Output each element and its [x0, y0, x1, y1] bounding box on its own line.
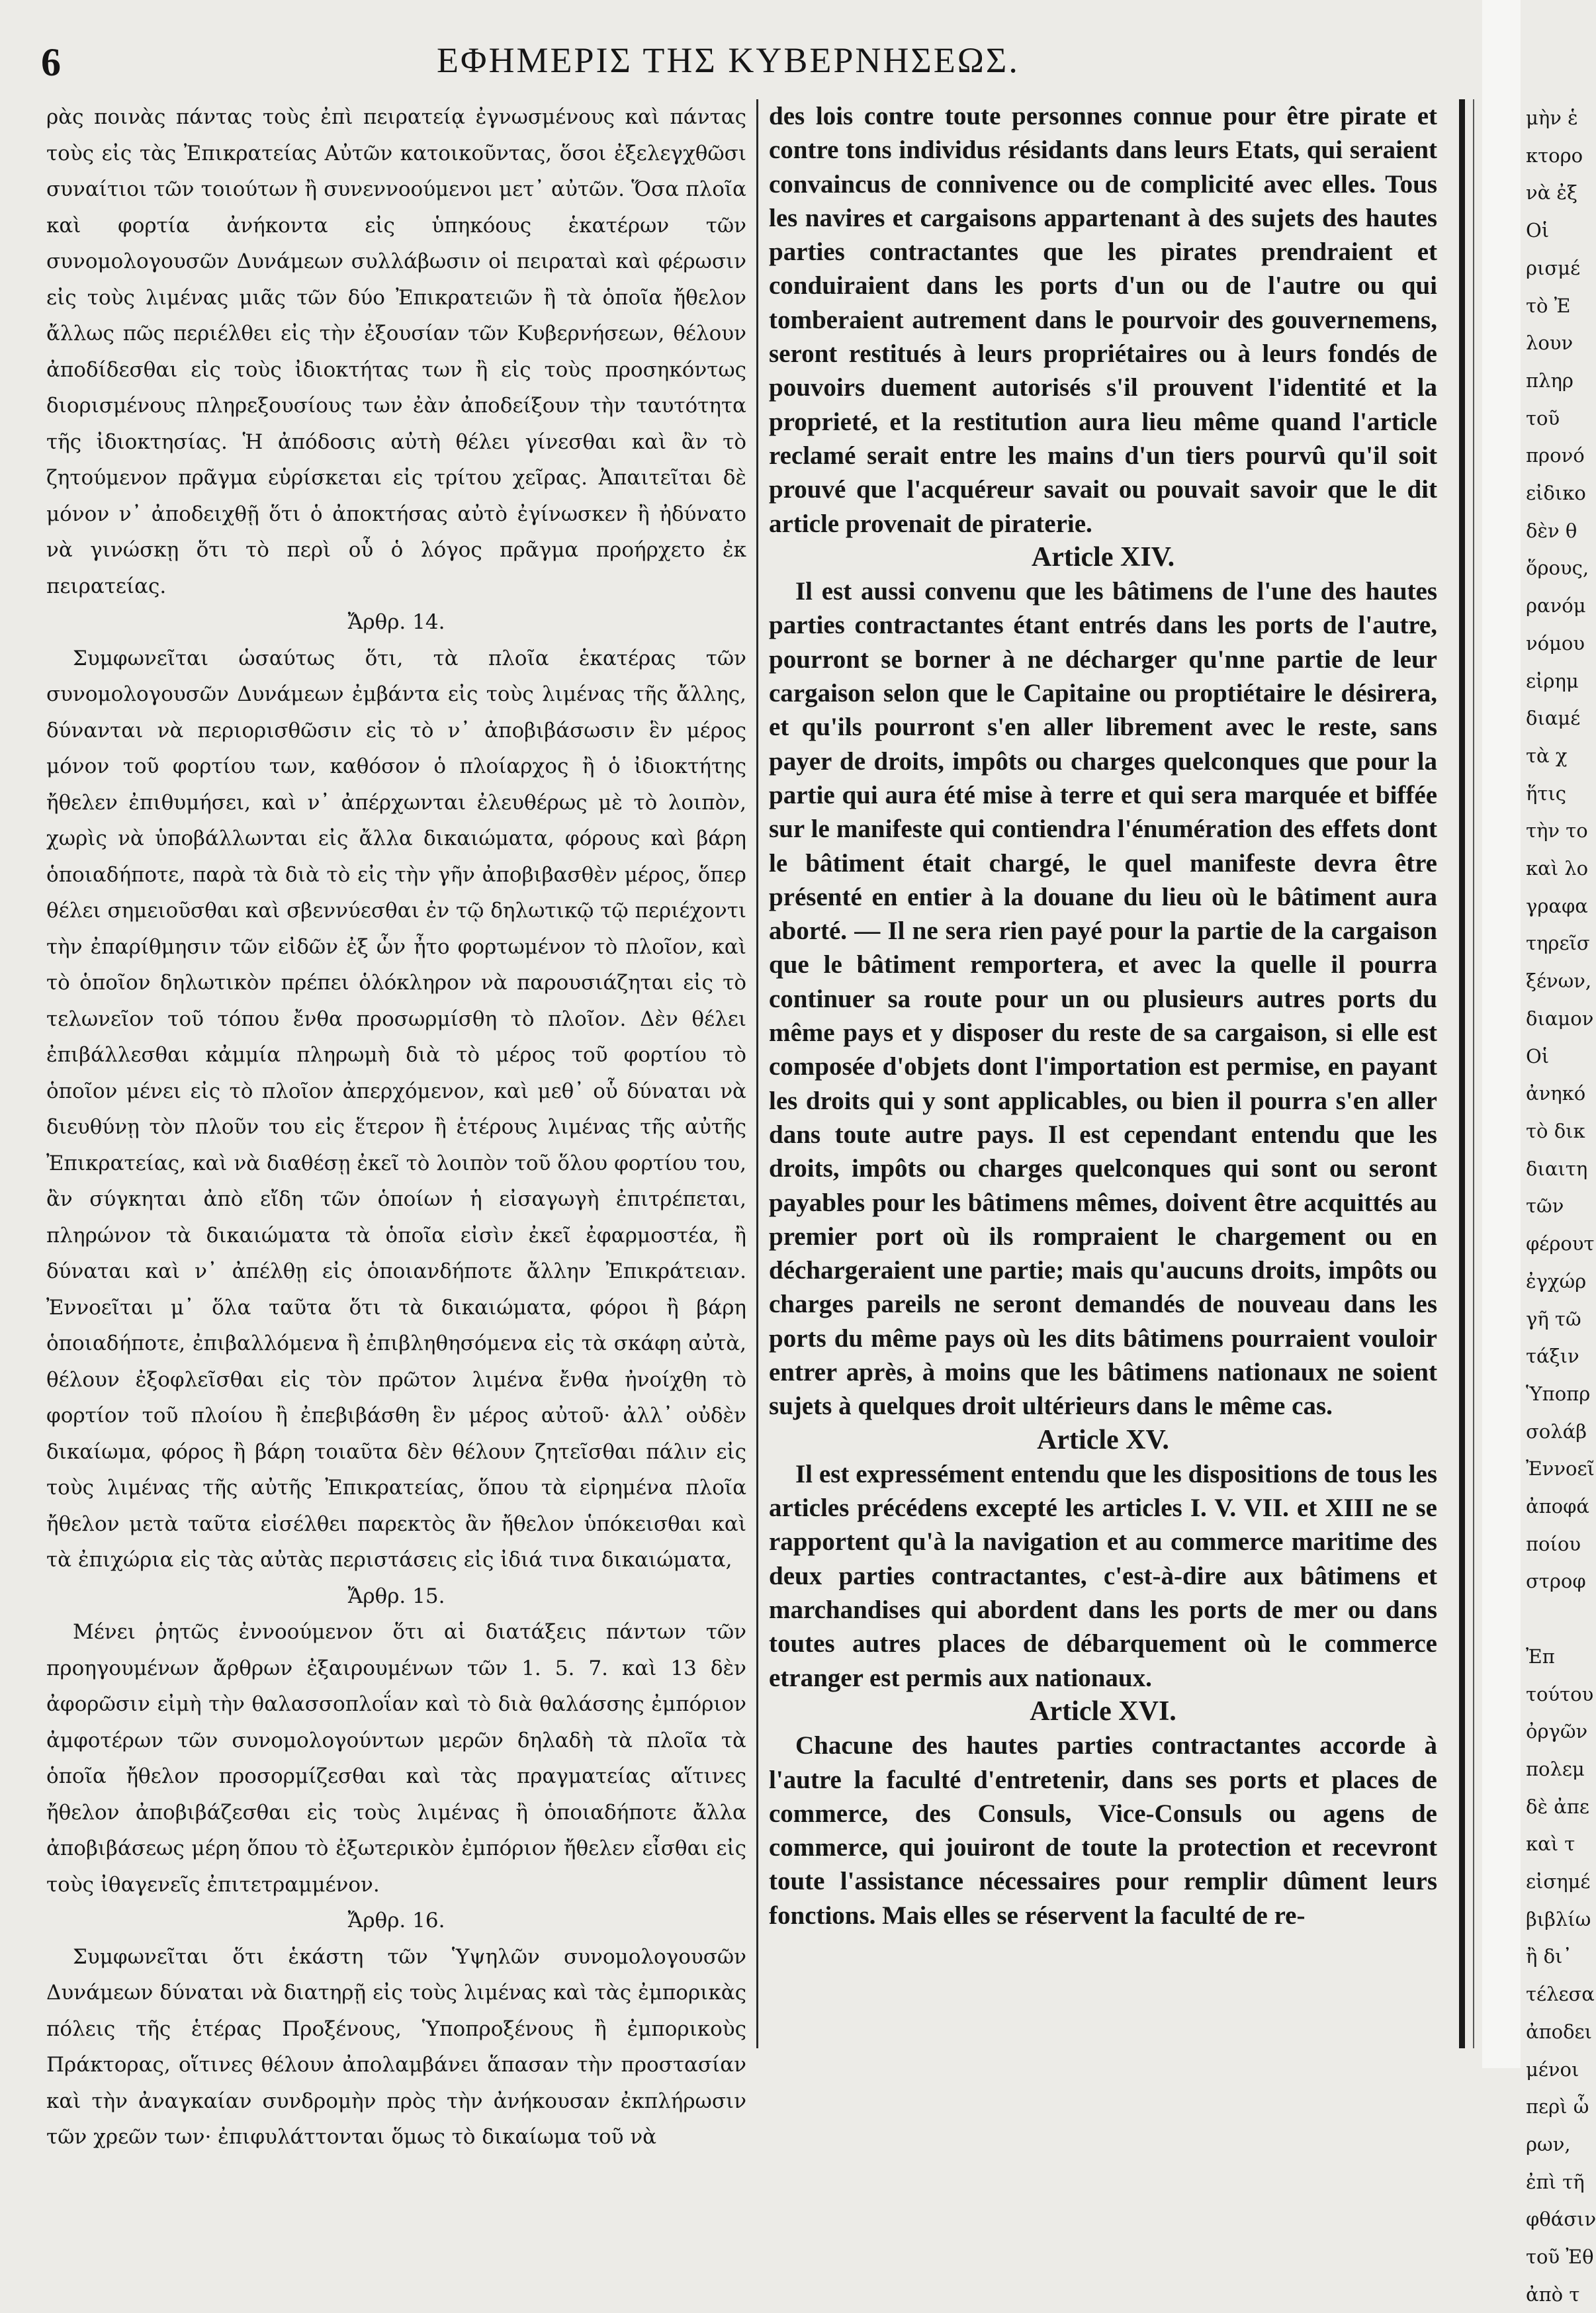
side-line: Οἱ: [1526, 219, 1550, 242]
side-line: καὶ τ: [1526, 1833, 1575, 1856]
greek-article-15-heading: Ἄρθρ. 15.: [347, 1584, 445, 1608]
side-line: τὰ χ: [1526, 744, 1568, 767]
side-line: προνό: [1526, 444, 1585, 467]
french-article-14-text: Il est aussi convenu que les bâtimens de l'une des hautes parties contractantes étant entrés dans les ports de l'autre, pourront se borner à ne décharger qu'nne partie de leur cargaison selon que le Capitaine ou proptiétaire le désirera, et qu'ils pourront s'en aller librement avec le reste, sans payer de droits, impôts ou charges quelconques que pour la partie qui aura été mise à terre et qui sera marquée et biffée sur le manifeste qui contiendra l'énumération des effets dont le bâtiment était chargé, le quel manifeste devra être présenté en entier à la douane du lieu où le bâtiment aura aborté. — Il ne sera rien payé pour la partie de la cargaison que le bâtiment remportera, et avec la quelle il pourra continuer sa route pour un ou plusieurs autres ports du même pays et y disposer du reste de sa cargaison, si elle est composée d'objets dont l'importation est permise, en payant les droits qui y sont applicables, ou bien il pourra s'en aller dans toute autre pays. Il est cependant entendu que les droits, impôts ou charges quelconques qui sont ou seront payables pour les bâtimens mêmes, doivent être acquittés au premier port où ils rompraient le chargement ou en déchargeraient une partie; mais qu'aucuns droits, impôts ou charges pareils ne seront demandés de nouveau dans les ports du même pays où les dits bâtimens pourraient vouloir entrer après, à moins que les bâtimens nationaux ne soient sujets à quelques droit ultérieurs dans le même cas.: [769, 577, 1437, 1421]
french-article-15-heading: Article XV.: [1037, 1424, 1169, 1455]
side-line: Οἱ: [1526, 1044, 1550, 1067]
side-line: Ὑποπρ: [1526, 1382, 1591, 1405]
greek-column: [46, 99, 746, 2149]
french-article-16-text: Chacune des hautes parties contractantes accorde à l'autre la faculté d'entretenir, dans ses ports et places de commerce, des Consuls, Vice-Consuls ou agens de commerce, qui jouiront de toute la protection et recevront toute l'assistance nécessaires pour remplir dûment leurs fonctions. Mais elles se réservent la faculté de re-: [769, 1731, 1437, 1930]
side-line: γραφα: [1526, 894, 1588, 917]
side-line: τὸ Ἐ: [1526, 294, 1571, 317]
side-line: διαιτη: [1526, 1157, 1588, 1180]
side-line: Ἐπ: [1526, 1645, 1555, 1668]
side-line: ἥτις: [1526, 782, 1567, 805]
side-line: μένοι: [1526, 2058, 1579, 2081]
side-line: ρισμέ: [1526, 256, 1581, 279]
side-line: φέρουτ: [1526, 1232, 1595, 1255]
side-line: [1526, 1600, 1587, 1638]
greek-paragraph-intro: ρὰς ποινὰς πάντας τοὺς ἐπὶ πειρατείᾳ ἐγνωσμένους καὶ πάντας τοὺς εἰς τὰς Ἐπικρατείας Αὐτῶν κατοικοῦντας, ὅσοι ἐξελεγχθῶσι συναίτιοι τῶν τοιούτων ἢ συνεννοούμενοι μετ᾽ αὐτῶν. Ὅσα πλοῖα καὶ φορτία ἀνήκοντα εἰς ὑπηκόους ἑκατέρων τῶν συνομολογουσῶν Δυνάμεων συλλάβωσιν οἱ πειραταὶ καὶ φέρωσιν εἰς τοὺς λιμένας μιᾶς τῶν δύο Ἐπικρατειῶν ἢ τὰ ὁποῖα ἤθελον ἄλλως πῶς περιέλθει εἰς τὴν ἐξουσίαν τῶν Κυβερνήσεων, θέλουν ἀποδίδεσθαι εἰς τοὺς ἰδιοκτήτας των ἢ εἰς τοὺς προσηκόντως διορισμένους πληρεξουσίους των ἐὰν ἀποδείξουν τὴν ταυτότητα τῆς ἰδιοκτησίας. Ἡ ἀπόδοσις αὐτὴ θέλει γίνεσθαι καὶ ἂν τὸ ζητούμενον πρᾶγμα εὑρίσκεται εἰς τρίτου χεῖρας. Ἀπαιτεῖται δὲ μόνον ν᾽ ἀποδειχθῇ ὅτι ὁ ἀποκτήσας αὐτὸ ἐγίνωσκεν ἢ ἠδύνατο νὰ γινώσκῃ ὅτι τὸ περὶ οὗ ὁ λόγος πρᾶγμα προήρχετο ἐκ πειρατείας.: [46, 105, 746, 598]
side-line: δὲν θ: [1526, 519, 1577, 542]
side-line: σολάβ: [1526, 1420, 1587, 1443]
page-title: ΕΦΗΜΕΡΙΣ ΤΗΣ ΚΥΒΕΡΝΗΣΕΩΣ.: [437, 40, 1020, 80]
greek-article-15-text: Μένει ῥητῶς ἐννοούμενον ὅτι αἱ διατάξεις πάντων τῶν προηγουμένων ἄρθρων ἐξαιρουμένων τῶν 1. 5. 7. καὶ 13 δὲν ἀφορῶσιν εἰμὴ τὴν θαλασσοπλοΐαν καὶ τὸ διὰ θαλάσσης ἐμπόριον ἀμφοτέρων τῶν συνομολογούντων μερῶν δηλαδὴ τὰ πλοῖα τὰ ὁποῖα ἤθελον προσορμίζεσθαι καὶ τὰς πραγματείας αἵτινες ἤθελον ἀποβιβάζεσθαι εἰς τοὺς λιμένας ἢ ὁποιαδήποτε ἄλλα ἀποβιβάσεως μέρη ὅπου τὸ ἐξωτερικὸν ἐμπόριον ἤθελεν εἶσθαι εἰς τοὺς ἰθαγενεῖς ἐπιτετραμμένον.: [46, 1620, 746, 1897]
side-line: νόμου: [1526, 631, 1585, 655]
side-line: ρανόμ: [1526, 594, 1586, 617]
side-line: τούτου: [1526, 1682, 1594, 1705]
side-line: διαμέ: [1526, 707, 1581, 730]
greek-article-14-heading: Ἄρθρ. 14.: [347, 610, 445, 634]
side-line: ἀπὸ τ: [1526, 2283, 1580, 2306]
greek-article-14-text: Συμφωνεῖται ὡσαύτως ὅτι, τὰ πλοῖα ἑκατέρας τῶν συνομολογουσῶν Δυνάμεων ἐμβάντα εἰς τοὺς λιμένας τῆς ἄλλης, δύνανται νὰ περιορισθῶσιν εἰς τὸ ν᾽ ἀποβιβάσωσιν ἓν μέρος μόνον τοῦ φορτίου των, καθόσον ὁ πλοίαρχος ἢ ὁ ἰδιοκτήτης ἤθελεν ἐπιθυμήσει, καὶ ν᾽ ἀπέρχωνται ἐλευθέρως μὲ τὸ λοιπὸν, χωρὶς νὰ ὑποβάλλωνται εἰς ἄλλα δικαιώματα, φόρους καὶ βάρη ὁποιαδήποτε, παρὰ τὰ διὰ τὸ εἰς τὴν γῆν ἀποβιβασθὲν μέρος, ὅπερ θέλει σημειοῦσθαι καὶ σβεννύεσθαι ἐν τῷ δηλωτικῷ τῷ περιέχοντι τὴν ἐπαρίθμησιν τῶν εἰδῶν ἐξ ὧν ἦτο φορτωμένον τὸ πλοῖον, καὶ τὸ ὁποῖον δηλωτικὸν πρέπει ὁλόκληρον νὰ παρουσιάζηται εἰς τὸ τελωνεῖον τοῦ τόπου ἔνθα προσωρμίσθη τὸ πλοῖον. Δὲν θέλει ἐπιβάλλεσθαι κἀμμία πληρωμὴ διὰ τὸ μέρος τοῦ φορτίου τὸ ὁποῖον μένει εἰς τὸ πλοῖον ἀπερχόμενον, καὶ μεθ᾽ οὗ δύναται νὰ διευθύνῃ τὸν πλοῦν του εἰς ἕτερον ἢ ἑτέρους λιμένας τῆς αὐτῆς Ἐπικρατείας, καὶ νὰ διαθέσῃ ἐκεῖ τὸ λοιπὸν τοῦ ὅλου φορτίου του, ἂν σύγκηται ἀπὸ εἴδη τῶν ὁποίων ἡ εἰσαγωγὴ ἐπιτρέπεται, πληρώνον τὰ δικαιώματα τὰ ὁποῖα εἰσὶν ἐκεῖ ἐφαρμοστέα, ἢ δύναται καὶ ν᾽ ἀπέλθῃ εἰς ὁποιανδήποτε ἄλλην Ἐπικράτειαν. Ἐννοεῖται μ᾽ ὅλα ταῦτα ὅτι τὰ δικαιώματα, φόροι ἢ βάρη ὁποιαδήποτε, ἐπιβαλλόμενα ἢ ἐπιβληθησόμενα εἰς τὰ σκάφη αὐτὰ, θέλουν ἐξοφλεῖσθαι εἰς τὸν πρῶτον λιμένα ἔνθα ἠνοίχθη τὸ φορτίον τοῦ πλοίου ἢ ἐπεβιβάσθη ἓν μέρος αὐτοῦ· ἀλλ᾽ οὐδὲν δικαίωμα, φόρος ἢ βάρη τοιαῦτα δὲν θέλουν ζητεῖσθαι πάλιν εἰς τοὺς λιμένας τῆς αὐτῆς Ἐπικρατείας, ὅπου τὰ εἰρημένα πλοῖα ἤθελον μετὰ ταῦτα εἰσέλθει παρεκτὸς ἂν ἤθελον ὑπόκεισθαι καὶ τὰ ἐπιχώρια εἰς τὰς αὐτὰς περιστάσεις εἰς ἰδιά τινα δικαιώματα,: [46, 646, 746, 1572]
french-article-14-heading: Article XIV.: [1031, 541, 1175, 572]
page-number: 6: [41, 40, 61, 84]
page-gutter: [1482, 0, 1521, 2068]
side-line: πληρ: [1526, 369, 1574, 392]
french-column: [769, 99, 1437, 2028]
side-line: ποίου: [1526, 1532, 1581, 1555]
side-line: τῶν: [1526, 1195, 1564, 1218]
page-edge-rule: [1473, 99, 1474, 2048]
side-line: τηρεῖσ: [1526, 932, 1590, 955]
page-binding-edge: [1459, 99, 1465, 2048]
side-line: τέλεσα: [1526, 1983, 1595, 2006]
side-line: καὶ λο: [1526, 857, 1589, 880]
side-line: βιβλίω: [1526, 1907, 1591, 1930]
side-line: ξένων,: [1526, 970, 1592, 993]
side-line: ἀνηκό: [1526, 1082, 1586, 1105]
side-line: φθάσιν: [1526, 2208, 1596, 2231]
side-line: διαμον: [1526, 1007, 1594, 1030]
side-line: εἰδικο: [1526, 482, 1586, 505]
side-line: πολεμ: [1526, 1757, 1585, 1780]
french-article-15-text: Il est expressément entendu que les dispositions de tous les articles précédens excepté les articles I. V. VII. et XIII ne se rapportent qu'à la navigation et au commerce maritime des deux parties contractantes, c'est-à-dire aux bâtimens et marchandises qui abordent dans les ports de mer ou dans toutes autres places de débarquement où le commerce etranger est permis aux nationaux.: [769, 1459, 1437, 1692]
side-line: τοῦ Ἐθ: [1526, 2245, 1594, 2269]
greek-article-16-text: Συμφωνεῖται ὅτι ἑκάστη τῶν Ὑψηλῶν συνομολογουσῶν Δυνάμεων δύναται νὰ διατηρῇ εἰς τοὺς λιμένας καὶ τὰς ἐμπορικὰς πόλεις τῆς ἑτέρας Προξένους, Ὑποπροξένους ἢ ἐμπορικοὺς Πράκτορας, οἵτινες θέλουν ἀπολαμβάνει ἅπασαν τὴν προστασίαν καὶ τὴν ἀναγκαίαν συνδρομὴν πρὸς τὴν ἀνήκουσαν ἐκπλήρωσιν τῶν χρεῶν των· ἐπιφυλάττονται ὅμως τὸ δικαίωμα τοῦ νὰ: [46, 1944, 746, 2149]
side-line: τὴν το: [1526, 819, 1588, 842]
side-line: ἐπὶ τῆ: [1526, 2170, 1585, 2193]
column-divider: [756, 99, 758, 2048]
side-line: τὸ δικ: [1526, 1119, 1585, 1142]
side-line: ὀργῶν: [1526, 1720, 1588, 1743]
side-line: νὰ ἐξ: [1526, 181, 1577, 204]
side-line: μὴν ἑ: [1526, 107, 1578, 129]
side-line: στροφ: [1526, 1570, 1586, 1593]
side-line: περὶ ὧ: [1526, 2095, 1589, 2118]
side-line: κτορο: [1526, 144, 1583, 167]
french-article-16-heading: Article XVI.: [1030, 1696, 1176, 1727]
adjacent-page-column-fragment: [1526, 99, 1596, 2306]
side-line: εἰρημ: [1526, 669, 1579, 692]
side-line: ἀποφά: [1526, 1495, 1589, 1518]
side-line: ρων,: [1526, 2132, 1571, 2155]
french-paragraph-intro: des lois contre toute personnes connue pour être pirate et contre tons individus résidants dans leurs Etats, qui seraient convaincus de connivence ou de complicité avec elles. Tous les navires et cargaisons appartenant à des sujets des hautes parties contractantes que les pirates prendraient et conduiraient dans les ports d'un ou de l'autre ou qui tomberaient autrement dans le pourvoir des gouvernemens, seront restitués à leurs propriétaires ou à leurs fondés de pouvoirs duement autorisés s'il prouvent l'identité et la proprieté, et la restitution aura lieu même quand l'article reclamé serait entre les mains d'un tiers pourvû qu'il soit prouvé que l'acquéreur savait ou pouvait savoir que le dit article provenait de piraterie.: [769, 102, 1437, 538]
side-line: τοῦ: [1526, 406, 1560, 430]
greek-article-16-heading: Ἄρθρ. 16.: [347, 1909, 445, 1932]
side-line: λουν: [1526, 332, 1574, 355]
side-line: εἰσημέ: [1526, 1870, 1591, 1893]
side-line: γῆ τῶ: [1526, 1307, 1581, 1330]
side-line: ὅρους,: [1526, 557, 1589, 580]
side-line: ἢ δι᾽: [1526, 1945, 1572, 1968]
side-line: τάξιν: [1526, 1345, 1579, 1368]
side-line: δὲ ἀπε: [1526, 1795, 1589, 1818]
side-line: Ἐννοεῖ: [1526, 1457, 1595, 1480]
side-line: ἀποδει: [1526, 2020, 1592, 2043]
side-line: ἐγχώρ: [1526, 1269, 1587, 1293]
